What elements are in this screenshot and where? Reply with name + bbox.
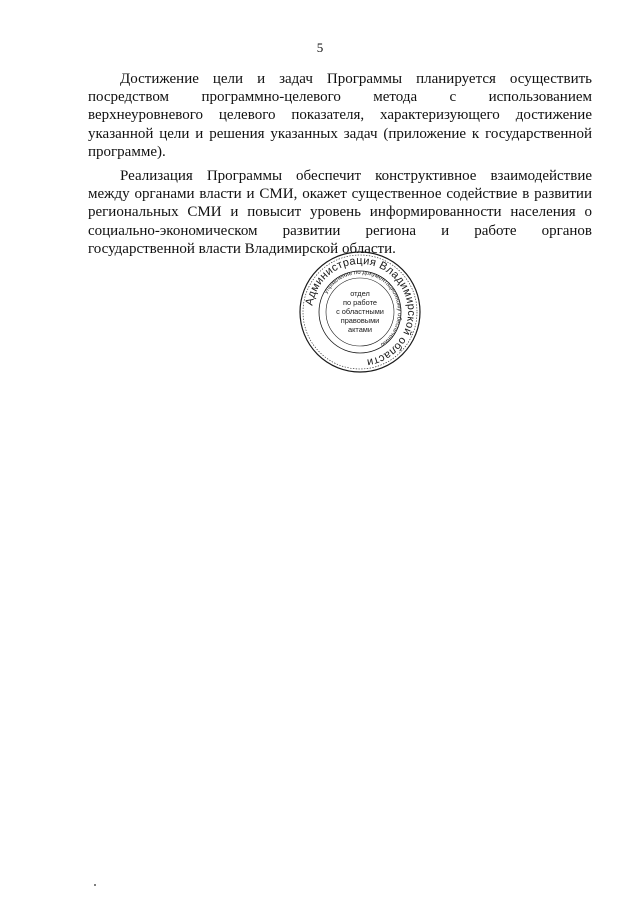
stamp-seal-icon — [298, 250, 422, 374]
paragraph-goal-achievement: Достижение цели и задач Программы планируется осуществить посредством программно-целевого метода с использованием верхнеуровневого целевого показателя, характеризующего достижение указанной цели и решения указанных задач (приложение к государственной программе). — [88, 71, 592, 160]
stamp-center-line-4: правовыми — [340, 316, 380, 325]
stamp-center-line-3: с областными — [336, 307, 384, 316]
official-stamp — [298, 250, 422, 374]
stamp-outer-text: Администрация Владимирской области — [303, 254, 418, 369]
stamp-center-line-2: по работе — [343, 298, 377, 307]
stamp-inner-text: управление по документационному обеспечению — [323, 269, 403, 348]
document-body — [88, 70, 592, 264]
stamp-center-line-1: отдел — [350, 289, 370, 298]
page-number: 5 — [316, 40, 324, 55]
scan-dot-mark — [94, 884, 96, 886]
paragraph-program-implementation: Реализация Программы обеспечит конструктивное взаимодействие между органами власти и СМИ, окажет существенное содействие в развитии региональных СМИ и повысит уровень информированности населения о социально-экономическом развитии региона и работе органов государственной власти Владимирской области. — [88, 168, 592, 257]
stamp-center-line-5: актами — [347, 325, 373, 334]
